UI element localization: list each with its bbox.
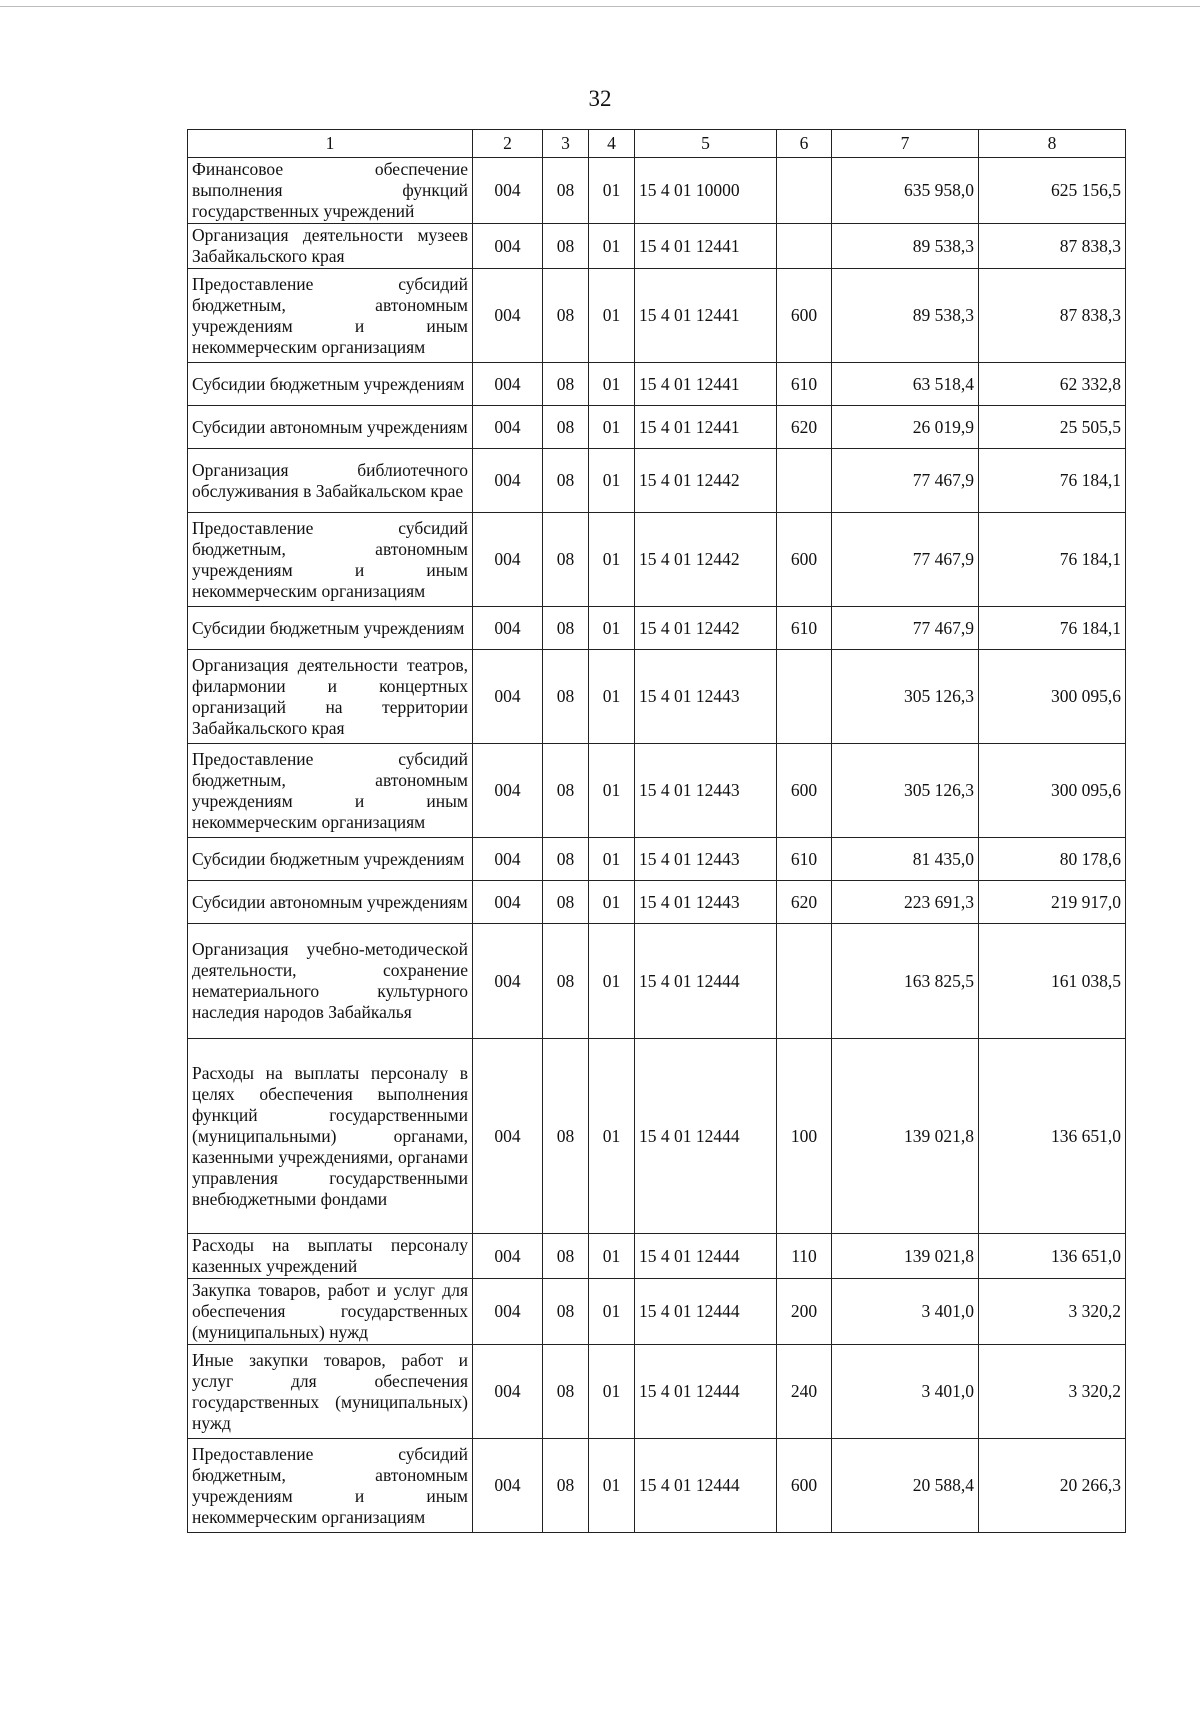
row-section-code: 08 (543, 513, 589, 607)
row-expense-type: 240 (777, 1345, 832, 1439)
budget-table (187, 129, 1126, 1533)
row-section-code: 08 (543, 1345, 589, 1439)
row-ministry-code: 004 (473, 924, 543, 1039)
row-name: Субсидии бюджетным учреждениям (188, 838, 473, 881)
row-subsection-code: 01 (589, 924, 635, 1039)
row-name: Предоставление субсидий бюджетным, автономным учреждениям и иным некоммерческим организациям (188, 513, 473, 607)
row-amount-year-2: 300 095,6 (979, 744, 1126, 838)
header-cell-ministry: 2 (473, 130, 543, 158)
header-cell-amount-year-2: 8 (979, 130, 1126, 158)
row-section-code: 08 (543, 924, 589, 1039)
row-amount-year-1: 3 401,0 (832, 1279, 979, 1345)
row-subsection-code: 01 (589, 224, 635, 269)
row-amount-year-1: 163 825,5 (832, 924, 979, 1039)
header-cell-subsection: 4 (589, 130, 635, 158)
header-cell-section: 3 (543, 130, 589, 158)
row-name: Закупка товаров, работ и услуг для обеспечения государственных (муниципальных) нужд (188, 1279, 473, 1345)
row-amount-year-2: 87 838,3 (979, 269, 1126, 363)
row-name: Предоставление субсидий бюджетным, автономным учреждениям и иным некоммерческим организациям (188, 1439, 473, 1533)
row-amount-year-1: 63 518,4 (832, 363, 979, 406)
row-amount-year-1: 223 691,3 (832, 881, 979, 924)
row-target-article: 15 4 01 12444 (635, 1039, 777, 1234)
row-target-article: 15 4 01 12441 (635, 363, 777, 406)
header-cell-target-article: 5 (635, 130, 777, 158)
table-row (188, 838, 1126, 881)
row-expense-type: 600 (777, 1439, 832, 1533)
row-expense-type: 600 (777, 269, 832, 363)
row-subsection-code: 01 (589, 838, 635, 881)
row-amount-year-2: 76 184,1 (979, 449, 1126, 513)
row-name: Расходы на выплаты персоналу в целях обеспечения выполнения функций государственными (муниципальными) органами, казенными учреждениями, органами управления государственными внебюджетными фондами (188, 1039, 473, 1234)
row-amount-year-2: 20 266,3 (979, 1439, 1126, 1533)
row-expense-type (777, 158, 832, 224)
row-name: Субсидии автономным учреждениям (188, 881, 473, 924)
table-row (188, 1279, 1126, 1345)
row-ministry-code: 004 (473, 881, 543, 924)
row-ministry-code: 004 (473, 513, 543, 607)
row-ministry-code: 004 (473, 406, 543, 449)
row-amount-year-1: 635 958,0 (832, 158, 979, 224)
row-expense-type: 620 (777, 406, 832, 449)
row-expense-type: 620 (777, 881, 832, 924)
row-ministry-code: 004 (473, 838, 543, 881)
row-amount-year-1: 20 588,4 (832, 1439, 979, 1533)
row-ministry-code: 004 (473, 1439, 543, 1533)
row-target-article: 15 4 01 12443 (635, 650, 777, 744)
row-name: Организация деятельности театров, филармонии и концертных организаций на территории Забайкальского края (188, 650, 473, 744)
row-target-article: 15 4 01 12444 (635, 1345, 777, 1439)
row-section-code: 08 (543, 838, 589, 881)
row-amount-year-2: 219 917,0 (979, 881, 1126, 924)
row-expense-type: 610 (777, 363, 832, 406)
table-row (188, 650, 1126, 744)
row-section-code: 08 (543, 269, 589, 363)
row-amount-year-1: 26 019,9 (832, 406, 979, 449)
row-amount-year-2: 3 320,2 (979, 1345, 1126, 1439)
header-row (188, 130, 1126, 158)
header-cell-name: 1 (188, 130, 473, 158)
row-target-article: 15 4 01 12444 (635, 1279, 777, 1345)
row-amount-year-2: 136 651,0 (979, 1039, 1126, 1234)
row-amount-year-2: 625 156,5 (979, 158, 1126, 224)
row-expense-type (777, 924, 832, 1039)
table-row (188, 363, 1126, 406)
table-row (188, 224, 1126, 269)
row-expense-type: 600 (777, 513, 832, 607)
row-target-article: 15 4 01 12443 (635, 744, 777, 838)
row-amount-year-1: 139 021,8 (832, 1234, 979, 1279)
row-target-article: 15 4 01 12441 (635, 224, 777, 269)
table-row (188, 158, 1126, 224)
row-expense-type: 610 (777, 838, 832, 881)
row-subsection-code: 01 (589, 269, 635, 363)
table-row (188, 269, 1126, 363)
table-row (188, 881, 1126, 924)
row-subsection-code: 01 (589, 650, 635, 744)
row-ministry-code: 004 (473, 269, 543, 363)
table-row (188, 1439, 1126, 1533)
row-subsection-code: 01 (589, 1039, 635, 1234)
row-expense-type: 200 (777, 1279, 832, 1345)
row-section-code: 08 (543, 650, 589, 744)
row-subsection-code: 01 (589, 158, 635, 224)
table-row (188, 513, 1126, 607)
row-section-code: 08 (543, 607, 589, 650)
row-name: Организация учебно-методической деятельности, сохранение нематериального культурного наследия народов Забайкалья (188, 924, 473, 1039)
row-target-article: 15 4 01 12443 (635, 838, 777, 881)
row-amount-year-1: 89 538,3 (832, 224, 979, 269)
budget-table-container (187, 129, 1125, 1533)
row-section-code: 08 (543, 1039, 589, 1234)
row-amount-year-2: 300 095,6 (979, 650, 1126, 744)
row-subsection-code: 01 (589, 1279, 635, 1345)
row-name: Иные закупки товаров, работ и услуг для обеспечения государственных (муниципальных) нужд (188, 1345, 473, 1439)
row-amount-year-1: 77 467,9 (832, 607, 979, 650)
row-target-article: 15 4 01 12441 (635, 406, 777, 449)
row-amount-year-2: 25 505,5 (979, 406, 1126, 449)
row-ministry-code: 004 (473, 1234, 543, 1279)
row-target-article: 15 4 01 10000 (635, 158, 777, 224)
row-section-code: 08 (543, 744, 589, 838)
row-expense-type: 600 (777, 744, 832, 838)
table-row (188, 744, 1126, 838)
row-section-code: 08 (543, 1439, 589, 1533)
row-subsection-code: 01 (589, 744, 635, 838)
row-subsection-code: 01 (589, 607, 635, 650)
row-amount-year-2: 76 184,1 (979, 607, 1126, 650)
row-expense-type (777, 650, 832, 744)
row-subsection-code: 01 (589, 1439, 635, 1533)
page-number: 32 (588, 86, 612, 111)
row-expense-type: 100 (777, 1039, 832, 1234)
row-amount-year-1: 3 401,0 (832, 1345, 979, 1439)
row-amount-year-1: 305 126,3 (832, 744, 979, 838)
row-ministry-code: 004 (473, 650, 543, 744)
row-target-article: 15 4 01 12442 (635, 607, 777, 650)
row-ministry-code: 004 (473, 744, 543, 838)
scan-edge-line (0, 6, 1200, 7)
row-name: Предоставление субсидий бюджетным, автономным учреждениям и иным некоммерческим организациям (188, 269, 473, 363)
row-target-article: 15 4 01 12444 (635, 1439, 777, 1533)
row-name: Финансовое обеспечение выполнения функций государственных учреждений (188, 158, 473, 224)
row-amount-year-1: 305 126,3 (832, 650, 979, 744)
header-cell-amount-year-1: 7 (832, 130, 979, 158)
row-name: Субсидии бюджетным учреждениям (188, 607, 473, 650)
row-section-code: 08 (543, 363, 589, 406)
row-amount-year-2: 62 332,8 (979, 363, 1126, 406)
row-amount-year-1: 77 467,9 (832, 513, 979, 607)
row-name: Субсидии автономным учреждениям (188, 406, 473, 449)
table-row (188, 1234, 1126, 1279)
table-row (188, 449, 1126, 513)
row-name: Организация библиотечного обслуживания в Забайкальском крае (188, 449, 473, 513)
row-amount-year-2: 3 320,2 (979, 1279, 1126, 1345)
row-amount-year-2: 136 651,0 (979, 1234, 1126, 1279)
row-amount-year-2: 76 184,1 (979, 513, 1126, 607)
row-ministry-code: 004 (473, 1279, 543, 1345)
table-row (188, 924, 1126, 1039)
row-ministry-code: 004 (473, 224, 543, 269)
row-section-code: 08 (543, 406, 589, 449)
row-expense-type: 110 (777, 1234, 832, 1279)
row-target-article: 15 4 01 12444 (635, 1234, 777, 1279)
row-subsection-code: 01 (589, 881, 635, 924)
row-ministry-code: 004 (473, 363, 543, 406)
row-name: Предоставление субсидий бюджетным, автономным учреждениям и иным некоммерческим организациям (188, 744, 473, 838)
table-row (188, 607, 1126, 650)
row-subsection-code: 01 (589, 1234, 635, 1279)
row-expense-type (777, 449, 832, 513)
row-amount-year-1: 89 538,3 (832, 269, 979, 363)
row-ministry-code: 004 (473, 1039, 543, 1234)
header-cell-expense-type: 6 (777, 130, 832, 158)
row-subsection-code: 01 (589, 1345, 635, 1439)
table-row (188, 406, 1126, 449)
row-section-code: 08 (543, 158, 589, 224)
row-amount-year-2: 161 038,5 (979, 924, 1126, 1039)
row-name: Расходы на выплаты персоналу казенных учреждений (188, 1234, 473, 1279)
row-ministry-code: 004 (473, 607, 543, 650)
row-target-article: 15 4 01 12442 (635, 513, 777, 607)
row-subsection-code: 01 (589, 363, 635, 406)
row-target-article: 15 4 01 12441 (635, 269, 777, 363)
row-target-article: 15 4 01 12442 (635, 449, 777, 513)
row-name: Субсидии бюджетным учреждениям (188, 363, 473, 406)
row-section-code: 08 (543, 1234, 589, 1279)
row-subsection-code: 01 (589, 513, 635, 607)
row-section-code: 08 (543, 1279, 589, 1345)
row-expense-type (777, 224, 832, 269)
row-section-code: 08 (543, 449, 589, 513)
row-ministry-code: 004 (473, 158, 543, 224)
row-section-code: 08 (543, 224, 589, 269)
row-target-article: 15 4 01 12444 (635, 924, 777, 1039)
row-ministry-code: 004 (473, 449, 543, 513)
table-row (188, 1039, 1126, 1234)
row-section-code: 08 (543, 881, 589, 924)
row-subsection-code: 01 (589, 449, 635, 513)
row-amount-year-2: 87 838,3 (979, 224, 1126, 269)
row-amount-year-1: 139 021,8 (832, 1039, 979, 1234)
row-amount-year-2: 80 178,6 (979, 838, 1126, 881)
row-name: Организация деятельности музеев Забайкальского края (188, 224, 473, 269)
row-ministry-code: 004 (473, 1345, 543, 1439)
row-target-article: 15 4 01 12443 (635, 881, 777, 924)
row-amount-year-1: 81 435,0 (832, 838, 979, 881)
row-expense-type: 610 (777, 607, 832, 650)
table-row (188, 1345, 1126, 1439)
row-subsection-code: 01 (589, 406, 635, 449)
row-amount-year-1: 77 467,9 (832, 449, 979, 513)
